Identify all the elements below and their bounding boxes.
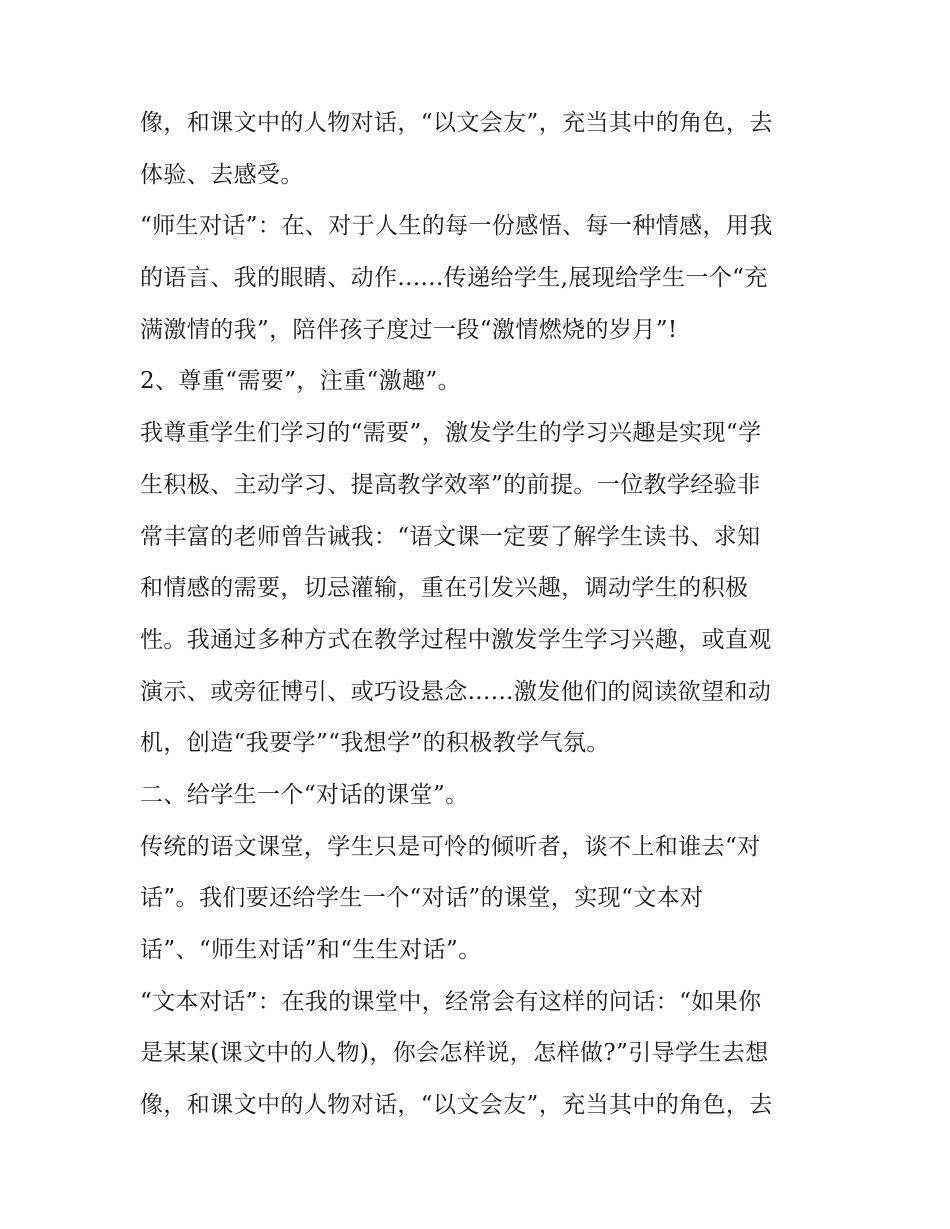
text-line: 体验、去感受。 — [140, 161, 304, 188]
text-line: 我尊重学生们学习的“需要”，激发学生的学习兴趣是实现“学 — [140, 420, 762, 447]
text-line: 机，创造“我要学”“我想学”的积极教学气氛。 — [140, 730, 610, 757]
text-line: 的语言、我的眼睛、动作......传递给学生,展现给学生一个“充 — [140, 265, 768, 292]
text-line: 生积极、主动学习、提高教学效率”的前提。一位教学经验非 — [140, 471, 761, 498]
section-heading: 二、给学生一个“对话的课堂”。 — [140, 781, 469, 808]
text-line: 传统的语文课堂，学生只是可怜的倾听者，谈不上和谁去“对 — [140, 833, 761, 860]
text-line: 话”。我们要还给学生一个“对话”的课堂，实现“文本对 — [140, 885, 704, 912]
text-line: 演示、或旁征博引、或巧设悬念......激发他们的阅读欲望和动 — [140, 678, 772, 705]
text-line: 满激情的我”，陪伴孩子度过一段“激情燃烧的岁月”! — [140, 316, 678, 343]
section-heading: 2、尊重“需要”，注重“激趣”。 — [140, 368, 462, 395]
text-line: 话”、“师生对话”和“生生对话”。 — [140, 937, 482, 963]
text-line: 是某某(课文中的人物)，你会怎样说，怎样做?”引导学生去想 — [140, 1040, 769, 1067]
text-line: 像，和课文中的人物对话，“以文会友”，充当其中的角色，去 — [140, 110, 773, 136]
text-line: 性。我通过多种方式在教学过程中激发学生学习兴趣，或直观 — [140, 626, 772, 653]
text-line: “文本对话”：在我的课堂中，经常会有这样的问话：“如果你 — [140, 988, 762, 1015]
document-body — [140, 107, 820, 1141]
text-line: 和情感的需要，切忌灌输，重在引发兴趣，调动学生的积极 — [140, 575, 749, 602]
text-line: “师生对话”：在、对于人生的每一份感悟、每一种情感，用我 — [140, 213, 773, 240]
text-line: 常丰富的老师曾告诫我：“语文课一定要了解学生读书、求知 — [140, 523, 761, 550]
text-line: 像，和课文中的人物对话，“以文会友”，充当其中的角色，去 — [140, 1092, 773, 1119]
